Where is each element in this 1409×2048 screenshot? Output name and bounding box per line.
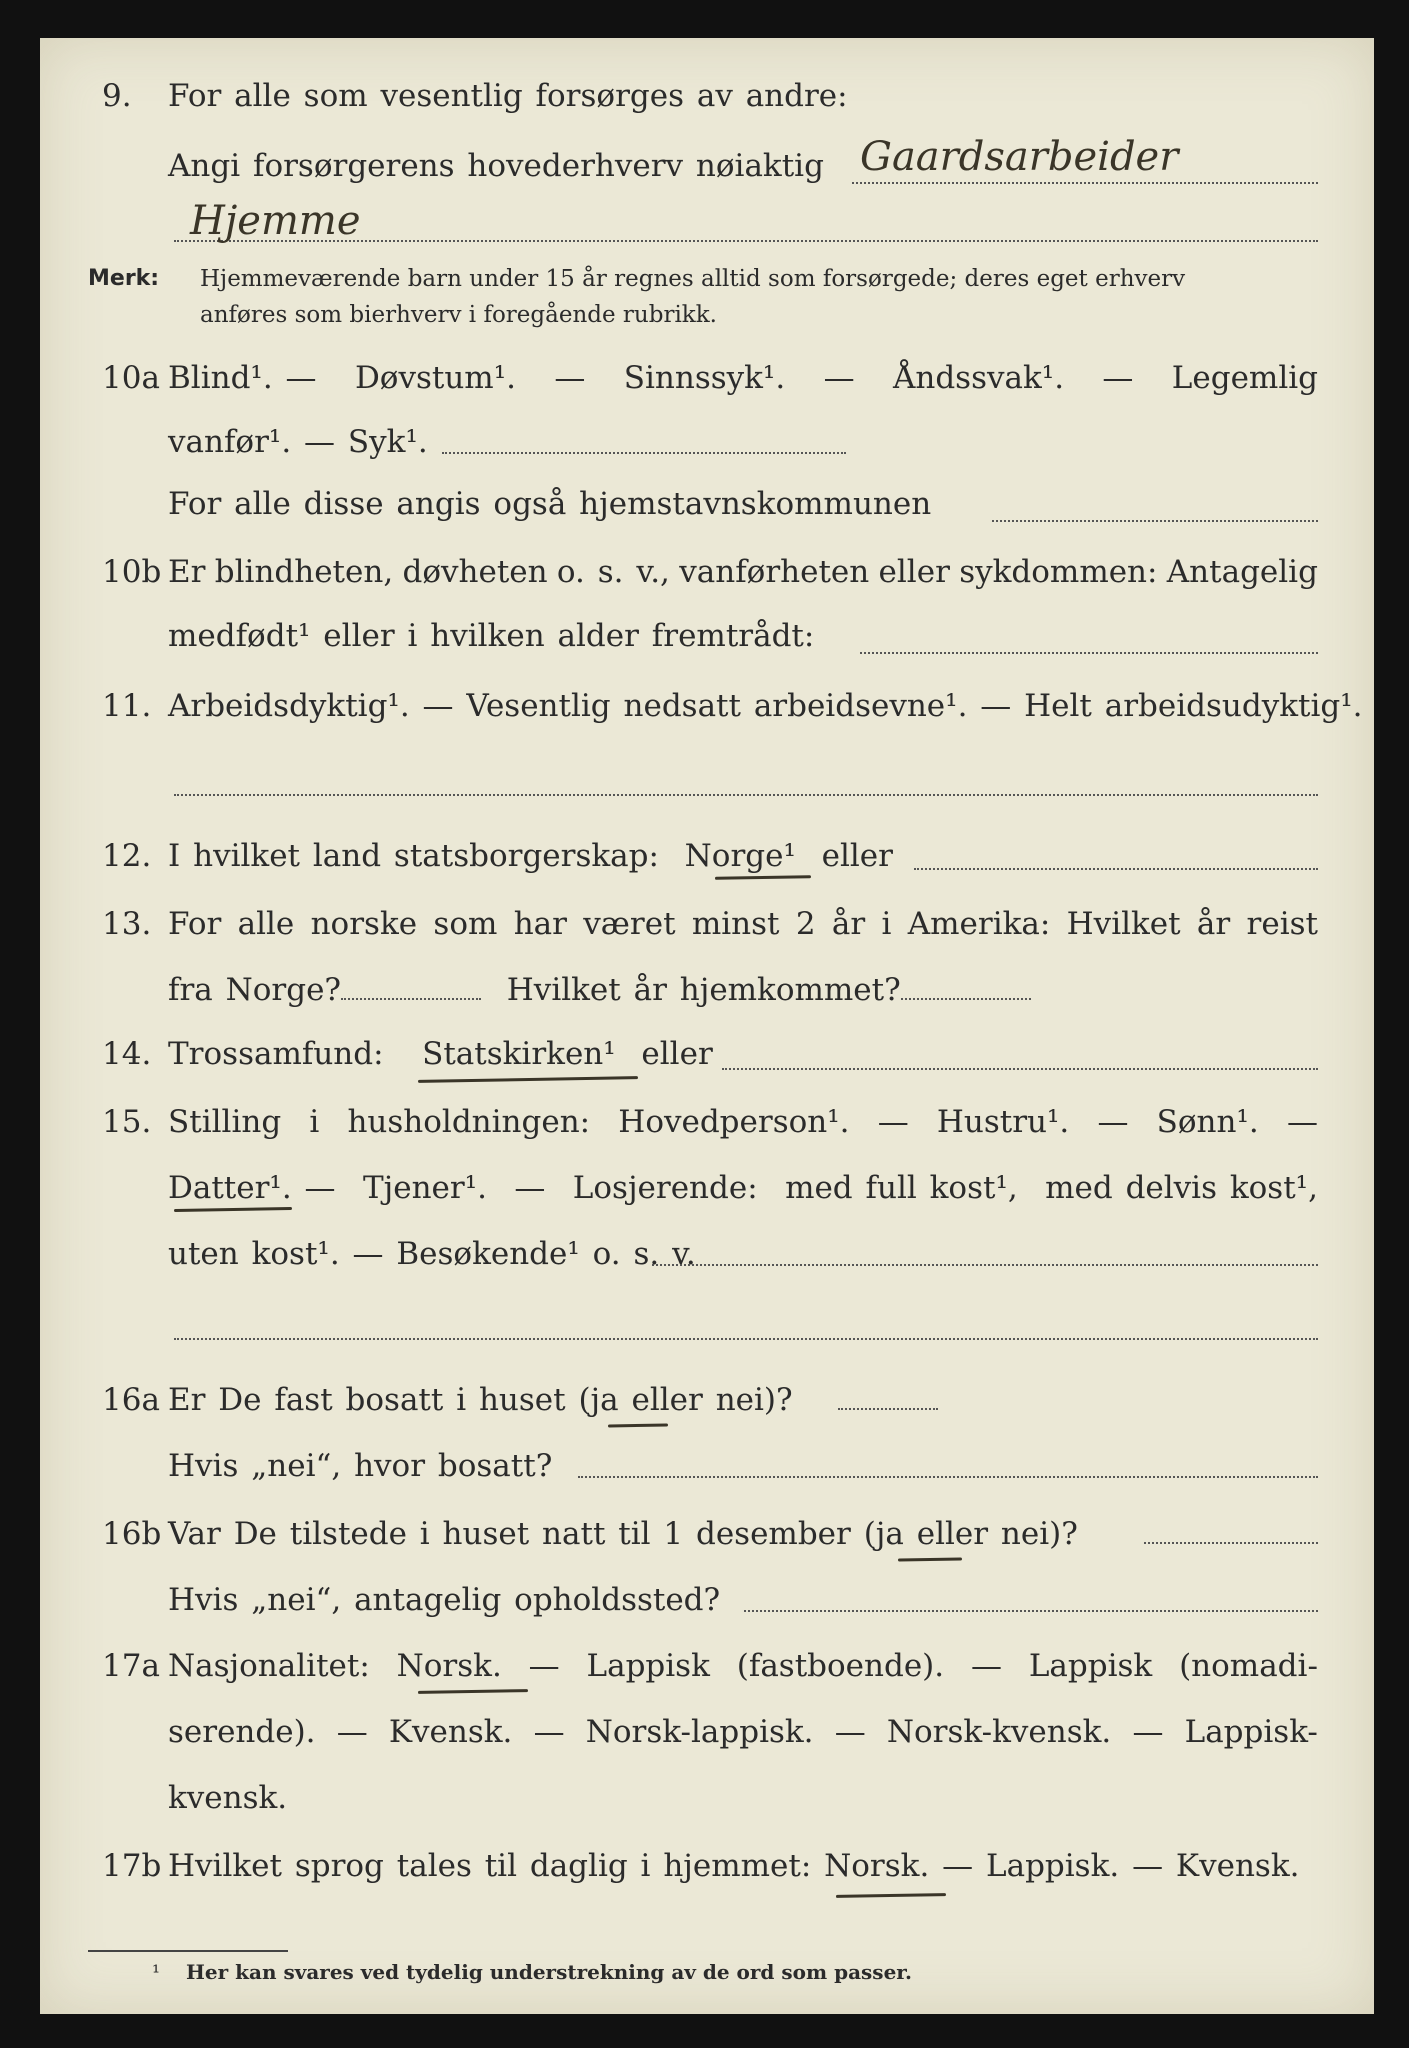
question-text: For alle som vesentlig forsørges av andre: [168, 78, 848, 114]
question-text: serende). — Kvensk. — Norsk-lappisk. — Norsk-kvensk. — Lappisk- [168, 1714, 1318, 1750]
question-17a [40, 1634, 1374, 1694]
question-text: Hvilket sprog tales til daglig i hjemmet: Norsk. — Lappisk. — Kvensk. [168, 1848, 1300, 1884]
answer-line [852, 182, 1318, 184]
question-11 [40, 674, 1374, 734]
question-text: I hvilket land statsborgerskap: Norge¹ eller [168, 838, 893, 874]
question-text: Datter¹. — Tjener¹. — Losjerende: med full kost¹, med delvis kost¹, [168, 1170, 1318, 1206]
question-15-line3 [40, 1222, 1374, 1282]
question-number: 10a [102, 360, 160, 396]
question-number: 16b [102, 1516, 162, 1552]
question-text: medfødt¹ eller i hvilken alder fremtrådt: [168, 618, 815, 654]
footnote-mark: ¹ [152, 1960, 161, 1984]
question-number: 13. [102, 906, 152, 942]
answer-line [652, 1264, 1318, 1266]
question-17a-line2 [40, 1700, 1374, 1760]
footnote-rule [88, 1950, 288, 1952]
question-text: Stilling i husholdningen: Hovedperson¹. — Hustru¹. — Sønn¹. — [168, 1104, 1318, 1140]
question-number: 15. [102, 1104, 152, 1140]
question-text: Angi forsørgerens hovederhverv nøiaktig [168, 148, 824, 184]
question-number: 9. [102, 78, 132, 114]
handwritten-answer: Gaardsarbeider [860, 134, 1179, 180]
question-16a-line2 [40, 1434, 1374, 1494]
question-17b [40, 1834, 1374, 1894]
question-number: 17b [102, 1848, 162, 1884]
question-text: For alle disse angis også hjemstavnskommunen [168, 486, 932, 522]
note-text: anføres som bierhverv i foregående rubrikk. [200, 302, 717, 328]
question-text: uten kost¹. — Besøkende¹ o. s. v. [168, 1236, 696, 1272]
question-16a [40, 1368, 1374, 1428]
question-text: kvensk. [168, 1780, 288, 1816]
answer-line [860, 652, 1318, 654]
answer-line [992, 520, 1318, 522]
question-number: 16a [102, 1382, 160, 1418]
question-number: 14. [102, 1036, 152, 1072]
answer-line [578, 1476, 1318, 1478]
question-text: For alle norske som har været minst 2 år i Amerika: Hvilket år reist [168, 906, 1318, 942]
answer-line [838, 1408, 938, 1410]
note-text: Hjemmeværende barn under 15 år regnes alltid som forsørgede; deres eget erhverv [200, 266, 1186, 292]
handwritten-answer: Hjemme [190, 198, 361, 244]
question-9 [40, 64, 1374, 124]
question-number: 11. [102, 688, 152, 724]
answer-line [174, 1338, 1318, 1340]
question-text: Arbeidsdyktig¹. — Vesentlig nedsatt arbeidsevne¹. — Helt arbeidsudyktig¹. [168, 688, 1363, 724]
question-10a [40, 346, 1374, 406]
question-text: fra Norge? Hvilket år hjemkommet? [168, 972, 1031, 1008]
question-text: Er blindheten, døvheten o. s. v., vanførheten eller sykdommen: Antagelig [168, 554, 1318, 590]
answer-underline [836, 1893, 946, 1898]
question-text: Hvis „nei“, hvor bosatt? [168, 1448, 553, 1484]
question-text: Blind¹. — Døvstum¹. — Sinnssyk¹. — Åndssvak¹. — Legemlig [168, 360, 1318, 396]
answer-line [442, 452, 846, 454]
question-10a-line3 [40, 472, 1374, 532]
census-form-page [40, 38, 1374, 2014]
question-13-line2 [40, 958, 1374, 1018]
question-text: vanfør¹. — Syk¹. [168, 424, 428, 460]
answer-line [744, 1610, 1318, 1612]
question-14 [40, 1022, 1374, 1082]
answer-line [174, 794, 1318, 796]
question-number: 10b [102, 554, 162, 590]
question-15 [40, 1090, 1374, 1150]
question-text: Nasjonalitet: Norsk. — Lappisk (fastboende). — Lappisk (nomadi- [168, 1648, 1318, 1684]
footnote-text: Her kan svares ved tydelig understrekning av de ord som passer. [186, 1960, 912, 1984]
question-text: Trossamfund: Statskirken¹ eller [168, 1036, 713, 1072]
question-12 [40, 824, 1374, 884]
note-label: Merk: [88, 266, 160, 291]
question-number: 17a [102, 1648, 160, 1684]
question-13 [40, 892, 1374, 952]
question-16b [40, 1502, 1374, 1562]
question-16b-line2 [40, 1568, 1374, 1628]
question-text: Var De tilstede i huset natt til 1 desember (ja eller nei)? [168, 1516, 1078, 1552]
question-10a-line2 [40, 410, 1374, 470]
question-17a-line3 [40, 1766, 1374, 1826]
question-text: Er De fast bosatt i huset (ja eller nei)? [168, 1382, 793, 1418]
question-10b [40, 540, 1374, 600]
question-10b-line2 [40, 604, 1374, 664]
question-text: Hvis „nei“, antagelig opholdssted? [168, 1582, 721, 1618]
question-number: 12. [102, 838, 152, 874]
answer-line [722, 1068, 1318, 1070]
answer-line [914, 868, 1318, 870]
answer-line [1144, 1542, 1318, 1544]
